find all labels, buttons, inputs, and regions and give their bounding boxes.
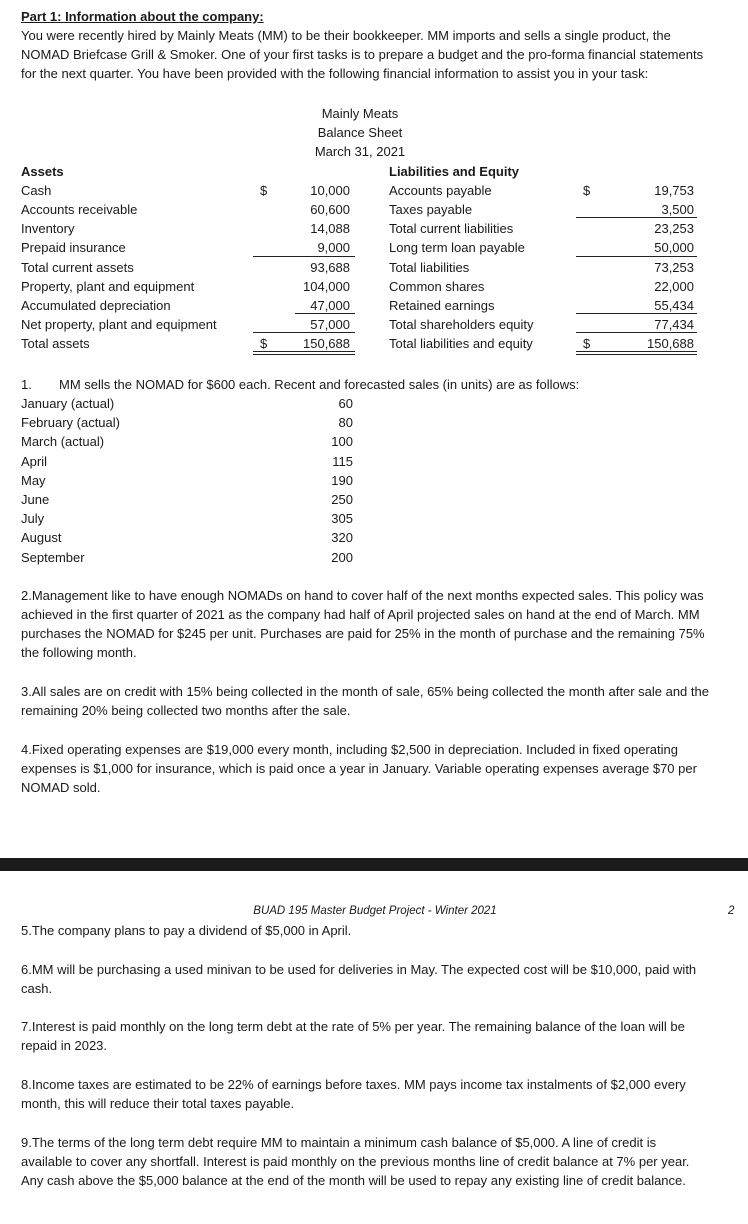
sales-month: January (actual) xyxy=(21,396,115,411)
sales-month: August xyxy=(21,530,62,545)
liability-value: 55,434 xyxy=(654,298,694,313)
liability-label: Total shareholders equity xyxy=(389,317,534,332)
total-double-rule xyxy=(253,351,355,355)
currency-symbol: $ xyxy=(583,336,591,351)
currency-symbol: $ xyxy=(260,183,268,198)
liability-value: 19,753 xyxy=(654,183,694,198)
liability-label: Total liabilities and equity xyxy=(389,336,533,351)
asset-label: Accounts receivable xyxy=(21,202,138,217)
asset-value: 104,000 xyxy=(303,279,350,294)
sales-month: February (actual) xyxy=(21,415,120,430)
page-break xyxy=(0,858,748,871)
sales-month: May xyxy=(21,473,46,488)
subtotal-rule xyxy=(576,217,697,218)
liability-value: 22,000 xyxy=(654,279,694,294)
liability-label: Common shares xyxy=(389,279,485,294)
item-paragraph: 4.Fixed operating expenses are $19,000 every month, including $2,500 in depreciation. Included in fixed operating expenses is $1,000 for insurance, which is paid once a year in January. Variable operating expenses average $70 per NOMAD sold. xyxy=(21,742,697,795)
document-footer-title: BUAD 195 Master Budget Project - Winter 2021 xyxy=(253,905,497,917)
item-number: 1. xyxy=(21,377,32,392)
item-paragraph: 5.The company plans to pay a dividend of $5,000 in April. xyxy=(21,923,352,938)
subtotal-rule xyxy=(253,256,355,257)
currency-symbol: $ xyxy=(583,183,591,198)
sales-month: June xyxy=(21,492,50,507)
asset-label: Inventory xyxy=(21,221,75,236)
assets-heading: Assets xyxy=(21,164,64,179)
liability-label: Retained earnings xyxy=(389,298,495,313)
statement-date: March 31, 2021 xyxy=(314,144,406,159)
liability-label: Accounts payable xyxy=(389,183,492,198)
sales-units: 115 xyxy=(332,454,353,469)
total-double-rule xyxy=(576,351,697,355)
liability-value: 23,253 xyxy=(654,221,694,236)
sales-units: 80 xyxy=(338,415,353,430)
asset-value: 10,000 xyxy=(310,183,350,198)
subtotal-rule xyxy=(576,332,697,333)
item-paragraph: 2.Management like to have enough NOMADs on hand to cover half of the next months expected sales. This policy was achieved in the first quarter of 2021 as the company had half of April projected sales on hand at the end of March. MM purchases the NOMAD for $245 per unit. Purchases are paid for 25% in the month of purchase and the remaining 75% the following month. xyxy=(21,588,705,660)
sales-month: April xyxy=(21,454,48,469)
currency-symbol: $ xyxy=(260,336,268,351)
asset-label: Net property, plant and equipment xyxy=(21,317,217,332)
sales-units: 200 xyxy=(331,550,353,565)
intro-paragraph: You were recently hired by Mainly Meats (MM) to be their bookkeeper. MM imports and sells a single product, the NOMAD Briefcase Grill & Smoker. One of your first tasks is to prepare a budget and the pro-forma financial statements for the next quarter. You have been provided with the following financial information to assist you in your task: xyxy=(21,28,704,81)
asset-value: 150,688 xyxy=(303,336,350,351)
subtotal-rule xyxy=(253,332,355,333)
asset-label: Total current assets xyxy=(21,260,134,275)
sales-month: July xyxy=(21,511,45,526)
liability-value: 73,253 xyxy=(654,260,694,275)
sales-intro: MM sells the NOMAD for $600 each. Recent and forecasted sales (in units) are as follows: xyxy=(59,377,580,392)
company-name: Mainly Meats xyxy=(321,106,399,121)
liability-label: Long term loan payable xyxy=(389,240,525,255)
asset-value: 9,000 xyxy=(317,240,350,255)
item-paragraph: 3.All sales are on credit with 15% being collected in the month of sale, 65% being collected the month after sale and the remaining 20% being collected two months after the sale. xyxy=(21,684,709,718)
subtotal-rule xyxy=(295,313,355,314)
part1-heading: Part 1: Information about the company: xyxy=(21,9,264,24)
sales-month: March (actual) xyxy=(21,434,105,449)
asset-label: Cash xyxy=(21,183,52,198)
liability-label: Taxes payable xyxy=(389,202,473,217)
sales-units: 320 xyxy=(331,530,353,545)
liability-label: Total liabilities xyxy=(389,260,470,275)
item-paragraph: 6.MM will be purchasing a used minivan to be used for deliveries in May. The expected cost will be $10,000, paid with cash. xyxy=(21,962,697,996)
asset-value: 47,000 xyxy=(310,298,350,313)
liability-value: 77,434 xyxy=(654,317,694,332)
asset-label: Property, plant and equipment xyxy=(21,279,195,294)
asset-value: 57,000 xyxy=(310,317,350,332)
liability-value: 150,688 xyxy=(647,336,694,351)
asset-label: Prepaid insurance xyxy=(21,240,126,255)
item-paragraph: 8.Income taxes are estimated to be 22% of earnings before taxes. MM pays income tax instalments of $2,000 every month, this will reduce their total taxes payable. xyxy=(21,1077,686,1111)
sales-units: 190 xyxy=(331,473,353,488)
sales-units: 60 xyxy=(338,396,353,411)
asset-label: Total assets xyxy=(21,336,90,351)
item-paragraph: 7.Interest is paid monthly on the long term debt at the rate of 5% per year. The remaining balance of the loan will be repaid in 2023. xyxy=(21,1019,685,1053)
item-paragraph: 9.The terms of the long term debt require MM to maintain a minimum cash balance of $5,000. A line of credit is available to cover any shortfall. Interest is paid monthly on the previous months line of credit balance at 7% per year. Any cash above the $5,000 balance at the end of the month will be used to repay any existing line of credit balance. xyxy=(21,1135,690,1188)
subtotal-rule xyxy=(576,256,697,257)
asset-label: Accumulated depreciation xyxy=(21,298,171,313)
sales-units: 305 xyxy=(331,511,353,526)
liability-value: 50,000 xyxy=(654,240,694,255)
asset-value: 60,600 xyxy=(310,202,350,217)
statement-title: Balance Sheet xyxy=(317,125,403,140)
asset-value: 93,688 xyxy=(310,260,350,275)
asset-value: 14,088 xyxy=(310,221,350,236)
sales-units: 100 xyxy=(331,434,353,449)
liability-label: Total current liabilities xyxy=(389,221,514,236)
page-number: 2 xyxy=(728,905,735,917)
sales-month: September xyxy=(21,550,85,565)
liabilities-heading: Liabilities and Equity xyxy=(389,164,520,179)
liability-value: 3,500 xyxy=(661,202,694,217)
sales-units: 250 xyxy=(331,492,353,507)
subtotal-rule xyxy=(576,313,697,314)
